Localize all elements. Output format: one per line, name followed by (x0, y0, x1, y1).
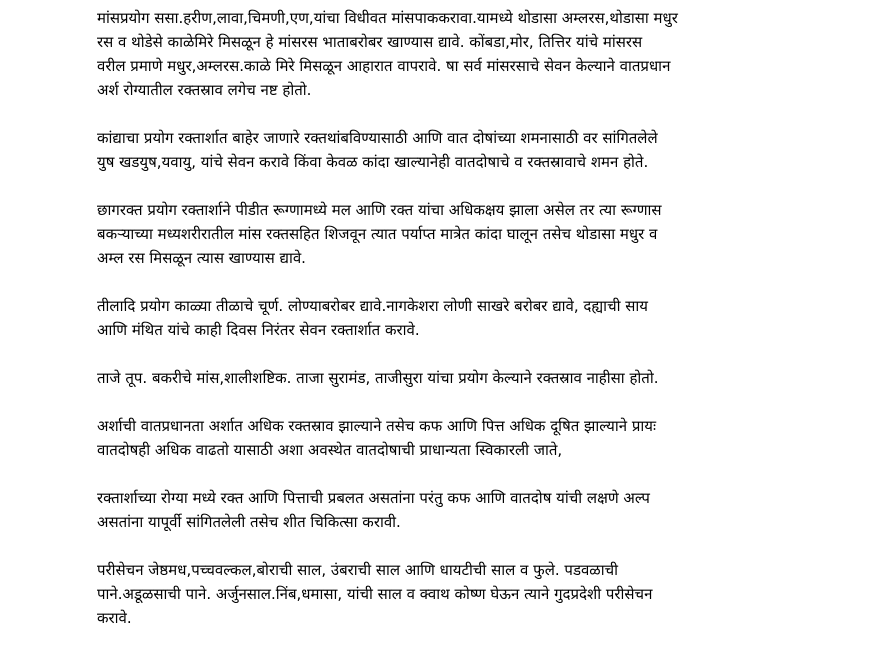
paragraph-vata-dominance (97, 414, 791, 462)
text-line: ताजे तूप. बकरीचे मांस,शालीशष्टिक. ताजा सुरामंड, ताजीसुरा यांचा प्रयोग केल्याने रक्तस्राव नाहीसा होतो. (97, 369, 659, 387)
paragraph-sesame-usage (97, 294, 791, 342)
paragraph-meat-usage (97, 6, 791, 102)
text-line: तीलादि प्रयोग काळ्या तीळाचे चूर्ण. लोण्याबरोबर द्यावे.नागकेशरा लोणी साखरे बरोबर द्यावे, दह्याची साय (97, 297, 648, 315)
paragraph-fresh-ghee (97, 366, 791, 390)
text-line: असतांना यापूर्वी सांगितलेली तसेच शीत चिकित्सा करावी. (97, 513, 401, 531)
text-line: वातदोषही अधिक वाढतो यासाठी अशा अवस्थेत वातदोषाची प्राधान्यता स्विकारली जाते, (97, 441, 563, 459)
text-line: छागरक्त प्रयोग रक्तार्शाने पीडीत रूग्णामध्ये मल आणि रक्त यांचा अधिकक्षय झाला असेल तर त्या रूग्णास (97, 201, 662, 219)
paragraph-cold-treatment (97, 486, 791, 534)
paragraph-goat-blood-usage (97, 198, 791, 270)
text-line: अर्शाची वातप्रधानता अर्शात अधिक रक्तस्राव झाल्याने तसेच कफ आणि पित्त अधिक दूषित झाल्याने प्रायः (97, 417, 656, 435)
text-line: करावे. (97, 609, 132, 627)
text-line: आणि मंथित यांचे काही दिवस निरंतर सेवन रक्तार्शात करावे. (97, 321, 420, 339)
text-line: रक्तार्शाच्या रोग्या मध्ये रक्त आणि पित्ताची प्रबलत असतांना परंतु कफ आणि वातदोष यांची लक्षणे अल्प (97, 489, 650, 507)
text-line: अर्श रोग्यातील रक्तस्राव लगेच नष्ट होतो. (97, 81, 312, 99)
paragraph-pariseчan (97, 558, 791, 630)
text-line: युष खडयुष,यवायु, यांचे सेवन करावे किंवा केवळ कांदा खाल्यानेही वातदोषाचे व रक्तस्रावाचे शमन होते. (97, 153, 649, 171)
text-line: वरील प्रमाणे मधुर,अम्लरस.काळे मिरे मिसळून आहारात वापरावे. षा सर्व मांसरसाचे सेवन केल्याने वातप्रधान (97, 57, 671, 75)
paragraph-onion-usage (97, 126, 791, 174)
text-line: मांसप्रयोग ससा.हरीण,लावा,चिमणी,एण,यांचा विधीवत मांसपाककरावा.यामध्ये थोडासा अम्लरस,थोडासा मधुर (97, 9, 678, 27)
text-line: रस व थोडेसे काळेमिरे मिसळून हे मांसरस भाताबरोबर खाण्यास द्यावे. कोंबडा,मोर, तित्तिर यांचे मांसरस (97, 33, 643, 51)
text-line: परीसेचन जेष्ठमध,पच्चवल्कल,बोराची साल, उंबराची साल आणि धायटीची साल व फुले. पडवळाची (97, 561, 619, 579)
text-line: कांद्याचा प्रयोग रक्तार्शात बाहेर जाणारे रक्तथांबविण्यासाठी आणि वात दोषांच्या शमनासाठी वर सांगितलेले (97, 129, 658, 147)
text-line: बकऱ्याच्या मध्यशरीरातील मांस रक्तसहित शिजवून त्यात पर्याप्त मात्रेत कांदा घालून तसेच थोडासा मधुर व (97, 225, 658, 243)
text-line: अम्ल रस मिसळून त्यास खाण्यास द्यावे. (97, 249, 306, 267)
document-page (97, 6, 791, 654)
text-line: पाने.अडूळसाची पाने. अर्जुनसाल.निंब,धमासा, यांची साल व क्वाथ कोष्ण घेऊन त्याने गुदप्रदेशी परीसेचन (97, 585, 653, 603)
